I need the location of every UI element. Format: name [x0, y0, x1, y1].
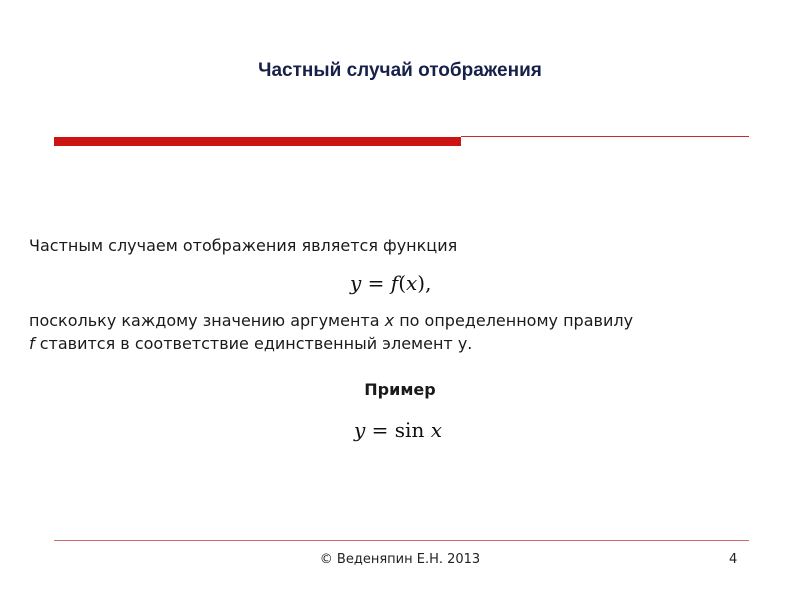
example-x: x — [430, 418, 442, 442]
formula-close-paren: ) — [417, 271, 426, 295]
formula-open-paren: ( — [398, 271, 407, 295]
example-sin: sin — [394, 418, 431, 442]
formula-y: y — [350, 271, 362, 295]
formula-equals: = — [361, 271, 391, 295]
page-number: 4 — [729, 552, 738, 567]
function-formula — [350, 271, 431, 295]
example-y: y — [354, 418, 366, 442]
title-rule — [461, 136, 749, 137]
paragraph-part-1: поскольку каждому значению аргумента — [29, 311, 385, 330]
paragraph-x: x — [384, 311, 395, 330]
paragraph-part-2: по определенному правилу — [394, 311, 634, 330]
example-equals: = — [365, 418, 395, 442]
example-label: Пример — [364, 380, 436, 399]
paragraph-part-3: ставится в соответствие единственный элемент у. — [34, 334, 473, 353]
formula-x: x — [406, 271, 418, 295]
footer-copyright: © Веденяпин Е.Н. 2013 — [319, 552, 481, 567]
formula-f: f — [390, 271, 399, 295]
example-formula — [354, 418, 442, 442]
paragraph-f: f — [29, 334, 35, 353]
explanation-paragraph — [29, 309, 789, 355]
title-accent-bar — [54, 137, 461, 146]
footer-rule — [54, 540, 749, 541]
formula-comma: , — [425, 271, 432, 295]
intro-text: Частным случаем отображения является функция — [29, 236, 458, 255]
slide-title: Частный случай отображения — [258, 60, 542, 81]
